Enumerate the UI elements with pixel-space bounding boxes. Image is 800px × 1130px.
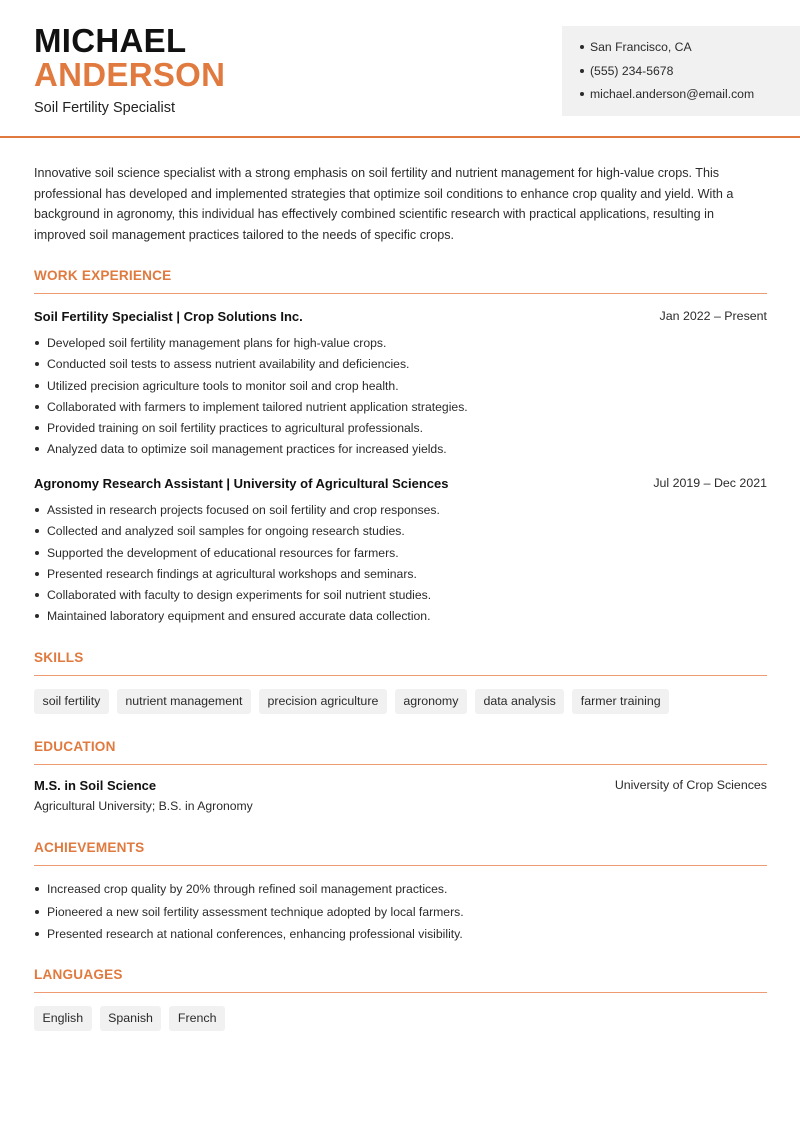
education-detail: Agricultural University; B.S. in Agronomy <box>34 799 253 813</box>
job-bullet: Collected and analyzed soil samples for ongoing research studies. <box>34 523 767 544</box>
achievement-item: Pioneered a new soil fertility assessment technique adopted by local farmers. <box>34 904 767 927</box>
job-bullet: Assisted in research projects focused on soil fertility and crop responses. <box>34 502 767 523</box>
contact-phone: (555) 234-5678 <box>580 63 800 87</box>
skill-tag: nutrient management <box>117 689 251 714</box>
job-header <box>34 476 767 494</box>
skill-tag: farmer training <box>572 689 669 714</box>
job-bullet: Collaborated with faculty to design experiments for soil nutrient studies. <box>34 587 767 608</box>
job-title: Soil Fertility Specialist <box>34 100 176 116</box>
section-title-education: EDUCATION <box>34 739 767 765</box>
job-bullet: Developed soil fertility management plans for high-value crops. <box>34 335 767 356</box>
job-role: Agronomy Research Assistant | University of Agricultural Sciences <box>34 476 449 491</box>
achievement-item: Presented research at national conferences, enhancing professional visibility. <box>34 926 767 949</box>
summary-paragraph: Innovative soil science specialist with a strong emphasis on soil fertility and nutrient management for high-value crops. This professional has developed and implemented strategies that optimize soil conditions to enhance crop quality and yield. With a background in agronomy, this individual has effectively combined scientific research with practical applications, resulting in improved soil management practices tailored to the needs of specific crops. <box>34 166 734 243</box>
language-tag: Spanish <box>100 1006 162 1031</box>
job-bullet: Conducted soil tests to assess nutrient availability and deficiencies. <box>34 356 767 377</box>
skill-tag: precision agriculture <box>259 689 387 714</box>
job-dates: Jan 2022 – Present <box>659 309 767 323</box>
education-degree: M.S. in Soil Science <box>34 778 157 793</box>
contact-box <box>562 26 800 116</box>
job-header <box>34 309 767 327</box>
contact-location: San Francisco, CA <box>580 39 800 63</box>
achievement-item: Increased crop quality by 20% through refined soil management practices. <box>34 881 767 904</box>
skills-tag-list <box>34 689 669 714</box>
job-bullet: Collaborated with farmers to implement tailored nutrient application strategies. <box>34 399 767 420</box>
languages-tag-list <box>34 1006 225 1031</box>
section-title-skills: SKILLS <box>34 650 767 676</box>
job-bullet: Maintained laboratory equipment and ensured accurate data collection. <box>34 608 767 629</box>
skill-tag: data analysis <box>475 689 564 714</box>
section-title-work-experience: WORK EXPERIENCE <box>34 268 767 294</box>
education-school: University of Crop Sciences <box>614 778 767 792</box>
job-dates: Jul 2019 – Dec 2021 <box>653 476 767 490</box>
skill-tag: soil fertility <box>34 689 109 714</box>
job-bullet-list <box>34 502 767 630</box>
language-tag: English <box>34 1006 92 1031</box>
language-tag: French <box>169 1006 225 1031</box>
contact-list <box>580 39 800 110</box>
job-bullet: Analyzed data to optimize soil management practices for increased yields. <box>34 441 767 462</box>
first-name: MICHAEL <box>34 22 187 59</box>
skill-tag: agronomy <box>395 689 467 714</box>
education-header <box>34 778 767 796</box>
job-bullet: Supported the development of educational resources for farmers. <box>34 545 767 566</box>
job-bullet: Utilized precision agriculture tools to monitor soil and crop health. <box>34 378 767 399</box>
section-title-languages: LANGUAGES <box>34 967 767 993</box>
contact-email: michael.anderson@email.com <box>580 86 800 110</box>
achievements-list <box>34 881 767 949</box>
resume-header <box>0 0 800 138</box>
section-title-achievements: ACHIEVEMENTS <box>34 840 767 866</box>
job-bullet: Presented research findings at agricultural workshops and seminars. <box>34 566 767 587</box>
job-bullet: Provided training on soil fertility practices to agricultural professionals. <box>34 420 767 441</box>
last-name: ANDERSON <box>34 56 226 93</box>
job-role: Soil Fertility Specialist | Crop Solutions Inc. <box>34 309 303 324</box>
job-bullet-list <box>34 335 767 463</box>
